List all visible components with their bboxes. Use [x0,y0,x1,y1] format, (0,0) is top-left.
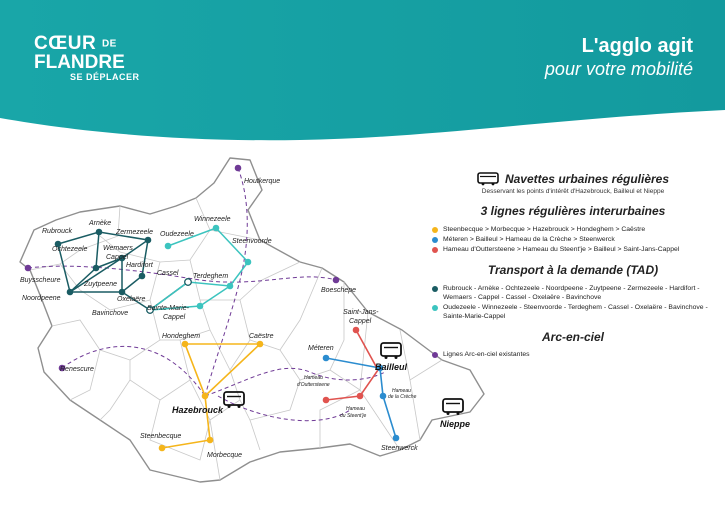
label-oudezeele: Oudezeele [160,231,194,238]
legend-item-blue [432,235,718,244]
legend-item-turquoise [432,303,718,321]
label-winnezeele: Winnezeele [194,216,231,223]
stop-saint-jans [353,327,360,334]
legend-text-red: Hameau d'Outtersteene > Hameau du Steent'je > Bailleul > Saint-Jans-Cappel [443,246,680,253]
legend-navettes-title [428,172,718,186]
label-bavinchove: Bavinchove [92,310,129,317]
label-saint-jans: Saint-Jans- [343,309,379,316]
headline [545,34,693,80]
legend-dot-turquoise [432,305,438,311]
legend-item-purple [432,350,718,359]
label-creche: Hameau [392,388,411,394]
label-houtkerque: Houtkerque [244,178,281,185]
legend-item-red [432,245,718,254]
legend [428,172,718,359]
label-sainte-marie: Sainte-Marie- [147,305,190,312]
label-steentje: Hameau [346,406,365,412]
territory-outline [20,158,484,482]
label-wemaers: Wemaers [103,245,133,252]
label-ochtezeele: Ochtezeele [52,246,88,253]
legend-dot-red [432,247,438,253]
stop-zermezeele [145,237,152,244]
legend-item-dark-teal [432,284,718,302]
legend-text-dark-teal: Rubrouck - Arnèke - Ochtezeele - Noordpeene - Zuytpeene - Zermezeele - Hardifort - Wemaers - Cappel - Cassel - Oxelaëre - Bavinchove [443,285,700,301]
label-sainte-marie-2: Cappel [163,314,186,321]
stop-sainte-marie [197,303,204,310]
legend-dot-dark-teal [432,286,438,292]
label-outtersteene: Hameau [304,375,323,381]
logo-line2: FLANDRE [34,52,125,74]
label-renescure: Renescure [60,366,94,373]
stop-arneke [96,229,103,236]
stop-hazebrouck [202,393,209,400]
label-steenwerck: Steenwerck [381,445,418,452]
label-oxelaere: Oxelaëre [117,296,146,303]
stop-morbecque [207,437,214,444]
stop-wemaers [93,265,100,272]
stop-boeschepe [333,277,340,284]
label-nieppe: Nieppe [440,419,471,429]
legend-text-turquoise: Oudezeele - Winnezeele - Steenvoorde - Terdeghem - Cassel - Oxelaëre - Bavinchove - Sainte-Marie-Cappel [443,304,708,320]
label-zuytpeene: Zuytpeene [84,281,118,288]
label-caestre: Caëstre [249,333,274,340]
label-terdeghem: Terdeghem [193,273,229,280]
label-creche-2: de la Crèche [388,394,417,400]
label-cappel: Cappel [106,254,129,261]
label-steenbecque: Steenbecque [140,433,182,440]
label-buysscheure: Buysscheure [20,277,61,284]
stop-oxelaere [119,289,126,296]
stop-houtkerque [235,165,242,172]
page-subtitle: pour votre mobilité [544,59,693,79]
legend-text-purple: Lignes Arc-en-ciel existantes [443,351,530,358]
label-noordpeene: Noordpeene [22,295,61,302]
stop-oudezeele [165,243,172,250]
legend-navettes-subtitle: Desservant les points d'intérêt d'Hazebrouck, Bailleul et Nieppe [481,188,665,195]
brand-logo [34,34,140,82]
label-arneke: Arnèke [89,220,112,227]
stop-outtersteene [323,397,330,404]
stop-creche [380,393,387,400]
stop-winnezeele [213,225,220,232]
label-cassel: Cassel [157,270,179,277]
logo-line1: CŒUR [34,33,97,54]
legend-dot-purple [432,352,438,358]
stop-caestre [257,341,264,348]
stop-noordpeene [67,289,74,296]
legend-text-orange: Steenbecque > Morbecque > Hazebrouck > Hondeghem > Caëstre [443,226,646,233]
label-meteren: Méteren [308,345,334,352]
legend-arc-title: Arc-en-ciel [541,330,605,344]
stop-buysscheure [25,265,32,272]
label-hardifort: Hardifort [126,262,153,269]
stop-hondeghem [182,341,189,348]
label-boeschepe: Boeschepe [321,287,357,294]
stop-terdeghem [227,283,234,290]
legend-dot-blue [432,237,438,243]
logo-line3: SE DÉPLACER [70,72,140,83]
navettes-title-text: Navettes urbaines régulières [504,172,670,186]
page-title: L'agglo agit [581,35,693,57]
label-saint-jans-2: Cappel [349,318,372,325]
bus-icon [477,172,499,186]
stop-meteren [323,355,330,362]
stop-steenbecque [159,445,166,452]
stop-cassel [185,279,192,286]
stop-steenvoorde [245,259,252,266]
legend-tad-title: Transport à la demande (TAD) [487,263,659,277]
label-steentje-2: du Steent'je [340,413,367,419]
legend-item-orange [432,225,718,234]
stop-steenwerck [393,435,400,442]
legend-text-blue: Méteren > Bailleul > Hameau de la Crèche > Steenwerck [443,236,615,243]
stop-steentje [357,393,364,400]
label-steenvoorde: Steenvoorde [232,238,272,245]
label-zermezeele: Zermezeele [116,229,153,236]
label-hazebrouck: Hazebrouck [172,405,224,415]
label-outtersteene-2: d'Outtersteene [297,382,330,388]
label-morbecque: Morbecque [207,452,243,459]
legend-interurbaines-title: 3 lignes régulières interurbaines [480,204,666,218]
label-rubrouck: Rubrouck [42,228,72,235]
stop-zuytpeene [139,273,146,280]
label-hondeghem: Hondeghem [162,333,201,340]
legend-dot-orange [432,227,438,233]
logo-line1-small: DE [101,38,117,50]
label-bailleul: Bailleul [375,362,408,372]
